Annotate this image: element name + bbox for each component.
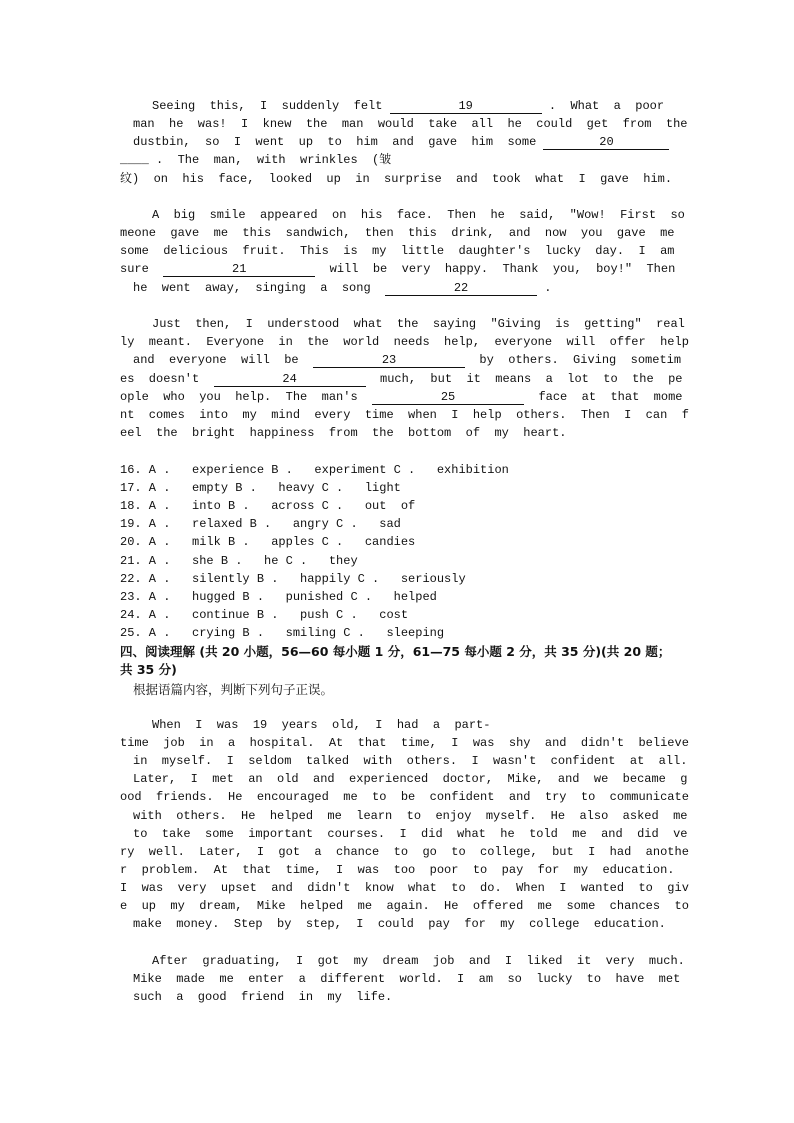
option-row: 16. A . experience B . experiment C . exhibition xyxy=(120,463,509,477)
text-line: such a good friend in my life. xyxy=(133,990,393,1004)
text-line: ly meant. Everyone in the world needs help, everyone will offer help xyxy=(120,335,689,349)
text-line: Later, I met an old and experienced doctor, Mike, and we became g xyxy=(133,772,688,786)
text-segment: face at that mome xyxy=(524,390,683,404)
text-line xyxy=(133,133,669,151)
text-segment: by others. Giving sometim xyxy=(465,353,682,367)
text-line: e up my dream, Mike helped me again. He offered me some chances to xyxy=(120,899,689,913)
text-line: make money. Step by step, I could pay for my college education. xyxy=(133,917,666,931)
text-segment: will be very happy. Thank you, boy!" Then xyxy=(315,262,676,276)
option-row: 21. A . she B . he C . they xyxy=(120,554,358,568)
text-line: Just then, I understood what the saying "Giving is getting" real xyxy=(152,317,685,331)
text-line: ry well. Later, I got a chance to go to college, but I had anothe xyxy=(120,845,689,859)
blank-23[interactable]: 23 xyxy=(313,353,465,368)
text-segment: much, but it means a lot to the pe xyxy=(365,372,683,386)
blank-20[interactable]: 20 xyxy=(543,135,669,150)
text-line xyxy=(152,97,664,115)
text-segment: ople who you help. The man's xyxy=(120,390,373,404)
text-line xyxy=(120,260,675,278)
text-segment: . What a poor xyxy=(541,99,665,113)
text-segment: es doesn't xyxy=(120,372,214,386)
text-line: to take some important courses. I did what he told me and did ve xyxy=(133,827,688,841)
text-line: nt comes into my mind every time when I help others. Then I can f xyxy=(120,408,689,422)
text-line xyxy=(120,370,682,388)
text-line: time job in a hospital. At that time, I was shy and didn't believe xyxy=(120,736,689,750)
option-row: 17. A . empty B . heavy C . light xyxy=(120,481,401,495)
text-segment: and everyone will be xyxy=(133,353,314,367)
text-line xyxy=(133,279,551,297)
text-line: ood friends. He encouraged me to be confident and try to communicate xyxy=(120,790,689,804)
text-line: I was very upset and didn't know what to do. When I wanted to giv xyxy=(120,881,689,895)
blank-19[interactable]: 19 xyxy=(390,99,542,114)
text-segment: dustbin, so I went up to him and gave him some xyxy=(133,135,544,149)
text-segment: he went away, singing a song xyxy=(133,281,386,295)
text-line: in myself. I seldom talked with others. I wasn't confident at all. xyxy=(133,754,688,768)
option-row: 22. A . silently B . happily C . seriously xyxy=(120,572,466,586)
text-line: eel the bright happiness from the bottom of my heart. xyxy=(120,426,567,440)
text-line: After graduating, I got my dream job and I liked it very much. xyxy=(152,954,685,968)
section-heading: 四、阅读理解 (共 20 小题，56—60 每小题 1 分，61—75 每小题 2 分，共 35 分)(共 20 题；共 35 分) xyxy=(120,644,671,677)
option-row: 24. A . continue B . push C . cost xyxy=(120,608,409,622)
text-line: 纹) on his face, looked up in surprise and took what I gave him. xyxy=(120,172,673,186)
option-row: 25. A . crying B . smiling C . sleeping xyxy=(120,626,445,640)
blank-25[interactable]: 25 xyxy=(372,390,524,405)
blank-21[interactable]: 21 xyxy=(163,262,315,277)
blank-22[interactable]: 22 xyxy=(385,281,537,296)
text-line xyxy=(133,351,681,369)
text-line xyxy=(120,388,682,406)
text-line: man he was! I knew the man would take all he could get from the xyxy=(133,117,688,131)
text-line: When I was 19 years old, I had a part- xyxy=(152,718,491,732)
text-line: r problem. At that time, I was too poor to pay for my education. xyxy=(120,863,675,877)
text-line: with others. He helped me learn to enjoy myself. He also asked me xyxy=(133,809,688,823)
option-row: 19. A . relaxed B . angry C . sad xyxy=(120,517,401,531)
text-line: A big smile appeared on his face. Then he said, "Wow! First so xyxy=(152,208,685,222)
text-segment: Seeing this, I suddenly felt xyxy=(152,99,390,113)
text-line: Mike made me enter a different world. I am so lucky to have met xyxy=(133,972,681,986)
blank-24[interactable]: 24 xyxy=(214,372,366,387)
option-row: 20. A . milk B . apples C . candies xyxy=(120,535,416,549)
section-instruction: 根据语篇内容，判断下列句子正误。 xyxy=(133,682,334,697)
text-segment: . xyxy=(537,281,552,295)
text-line: meone gave me this sandwich, then this drink, and now you gave me xyxy=(120,226,675,240)
option-row: 23. A . hugged B . punished C . helped xyxy=(120,590,437,604)
text-line: ____ . The man, with wrinkles (皱 xyxy=(120,153,392,167)
text-line: some delicious fruit. This is my little daughter's lucky day. I am xyxy=(120,244,675,258)
option-row: 18. A . into B . across C . out of xyxy=(120,499,416,513)
text-segment: sure xyxy=(120,262,164,276)
